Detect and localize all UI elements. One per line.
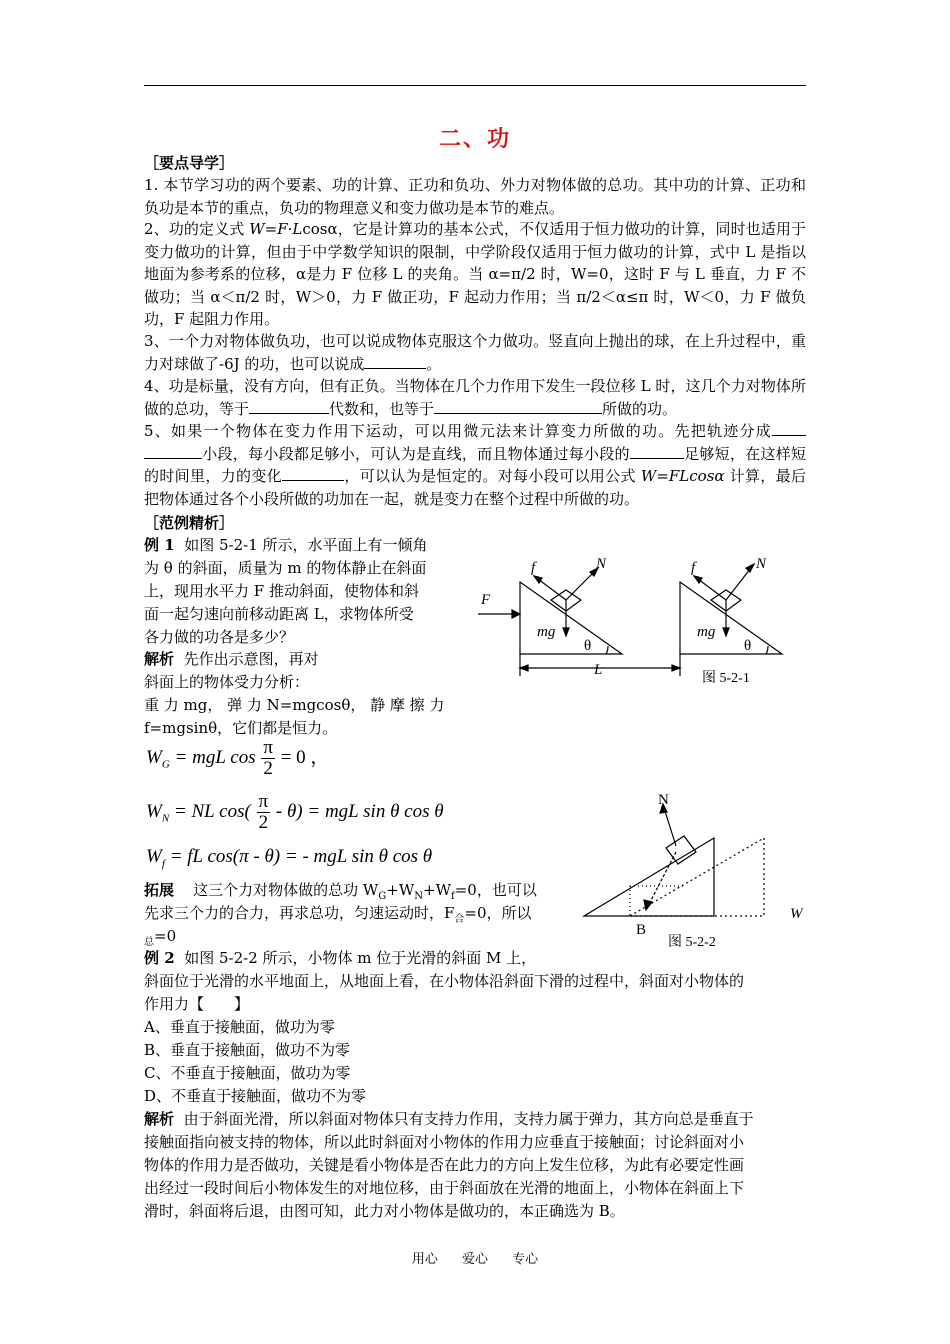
option-b[interactable]: B、垂直于接触面，做功不为零 xyxy=(144,1041,351,1059)
block xyxy=(666,836,696,864)
extension-line-2: 先求三个力的合力，再求总功，匀速运动时，$F_合=0$，所以 xyxy=(144,904,532,925)
figure-5-2-2 xyxy=(580,788,810,952)
equation-work-gravity: $W_G$ = mgL cos $\frac{\pi}{2}$ = 0 ， xyxy=(146,737,330,779)
paragraph-4: 4、功是标量，没有方向，但有正负。当物体在几个力作用下发生一段位移 L 时，这几个力对物体所做的总功，等于 代数和，也等于 所做的功。 xyxy=(144,377,806,418)
label-n: N xyxy=(658,792,669,808)
header-rule xyxy=(144,85,806,86)
extension-line-1: 拓展 这三个力对物体做的总功 $W_G+W_N+W_f=0$，也可以 xyxy=(144,881,537,902)
label-n-right: N xyxy=(756,556,767,572)
option-c[interactable]: C、不垂直于接触面，做功为零 xyxy=(144,1064,351,1082)
label-theta-right: θ xyxy=(744,638,752,654)
label-n-left: N xyxy=(596,556,607,572)
analysis2-line-4: 出经过一段时间后小物体发生的对地位移，由于斜面放在光滑的地面上，小物体在斜面上下 xyxy=(144,1179,745,1197)
paragraph-2: 2、功的定义式 W=F·Lcosα，它是计算功的基本公式，不仅适用于恒力做功的计算，同时也适用于变力做功的计算，但由于中学数学知识的限制，中学阶段仅适用于恒力做功的计算，式中 L 是指以地面为参考系的位移，α是力 F 位移 L 的夹角。当 α=π/2 时，W=0，这时 F 与 L 垂直，力 F 不做功；当 α＜π/2 时，W＞0，力 F 做正功，F 起动力作用；当 π/2＜α≤π 时，W＜0，力 F 做负功，F 起阻力作用。 xyxy=(144,220,807,328)
example1-line-1: 例 1 如图 5-2-1 所示，水平面上有一倾角 xyxy=(144,536,428,554)
label-w: W xyxy=(790,906,803,922)
label-mg-right: mg xyxy=(697,624,716,640)
blank-4-2[interactable] xyxy=(434,398,602,414)
label-l: L xyxy=(594,662,603,678)
option-d[interactable]: D、不垂直于接触面，做功不为零 xyxy=(144,1087,367,1105)
figure-5-2-2-caption: 图 5-2-2 xyxy=(668,935,716,950)
section-header-examples: ［范例精析］ xyxy=(144,514,235,532)
analysis1-line-1: 解析 先作出示意图，再对 xyxy=(144,650,319,668)
label-f-right: f xyxy=(691,560,696,576)
figure-5-2-1 xyxy=(470,550,800,690)
paragraph-3: 3、一个力对物体做负功，也可以说成物体克服这个力做功。竖直向上抛出的球，在上升过程中，重力对球做了-6J 的功，也可以说成 。 xyxy=(144,332,806,373)
analysis2-line-5: 滑时，斜面将后退，由图可知，此力对小物体是做功的，本正确选为 B。 xyxy=(144,1202,625,1220)
example1-line-3: 上，现用水平力 F 推动斜面，使物体和斜 xyxy=(144,582,419,600)
label-b: B xyxy=(636,922,647,938)
label-f-left: f xyxy=(531,560,536,576)
analysis1-line-2: 斜面上的物体受力分析： xyxy=(144,673,310,691)
example2-line-2: 斜面位于光滑的水平地面上，从地面上看，在小物体沿斜面下滑的过程中，斜面对小物体的 xyxy=(144,972,745,990)
page-title: 二、功 xyxy=(438,126,511,152)
paragraph-1: 1. 本节学习功的两个要素、功的计算、正功和负功、外力对物体做的总功。其中功的计算、正功和负功是本节的重点，负功的物理意义和变力做功是本节的难点。 xyxy=(144,176,806,217)
analysis2-line-1: 解析 由于斜面光滑，所以斜面对物体只有支持力作用，支持力属于弹力，其方向总是垂直于 xyxy=(144,1110,754,1128)
example2-line-3: 作用力【 】 xyxy=(144,995,250,1013)
label-mg-left: mg xyxy=(537,624,556,640)
equation-work-normal: $W_N$ = NL cos( $\frac{\pi}{2}$ - θ) = mgL sin θ cos θ xyxy=(146,791,444,833)
blank-5-1b[interactable] xyxy=(144,443,202,459)
paragraph-5: 5、如果一个物体在变力作用下运动，可以用微元法来计算变力所做的功。先把轨迹分成小段，每小段都足够小，可认为是直线，而且物体通过每小段的 足够短，在这样短的时间里，力的变化 ，可以认为是恒定的。对每小段可以用公式 W=FLcosα 计算，最后把物体通过各个小段所做的功加在一起，就是变力在整个过程中所做的功。 xyxy=(144,422,806,508)
analysis2-line-3: 物体的作用力是否做功，关键是看小物体是否在此力的方向上发生位移，为此有必要定性画 xyxy=(144,1156,745,1174)
equation-work-friction: $W_f$ = fL cos(π - θ) = - mgL sin θ cos θ xyxy=(146,846,433,870)
extension-line-3: $_总$=0 xyxy=(144,927,177,948)
page-footer: 用心 爱心 专心 xyxy=(411,1252,539,1267)
blank-5-1a[interactable] xyxy=(772,420,806,436)
example2-line-1: 例 2 如图 5-2-2 所示，小物体 m 位于光滑的斜面 M 上， xyxy=(144,949,537,967)
option-a[interactable]: A、垂直于接触面，做功为零 xyxy=(144,1018,335,1036)
analysis1-line-3: 重 力 mg， 弹 力 N=mgcosθ， 静 摩 擦 力 xyxy=(144,696,445,714)
example1-line-4: 面一起匀速向前移动距离 L，求物体所受 xyxy=(144,605,414,623)
blank-3-1[interactable] xyxy=(364,353,426,369)
example1-line-2: 为 θ 的斜面，质量为 m 的物体静止在斜面 xyxy=(144,559,427,577)
blank-5-3[interactable] xyxy=(282,465,344,481)
figure-5-2-1-caption: 图 5-2-1 xyxy=(702,671,750,686)
label-theta-left: θ xyxy=(584,638,592,654)
example1-line-5: 各力做的功各是多少？ xyxy=(144,628,295,646)
section-header-key-points: ［要点导学］ xyxy=(144,154,235,172)
blank-5-2[interactable] xyxy=(630,443,684,459)
blank-4-1[interactable] xyxy=(249,398,329,414)
arrow-normal xyxy=(664,808,676,846)
analysis1-line-4: f=mgsinθ，它们都是恒力。 xyxy=(144,719,338,737)
analysis2-line-2: 接触面指向被支持的物体，所以此时斜面对小物体的作用力应垂直于接触面；讨论斜面对小 xyxy=(144,1133,745,1151)
label-force-f: F xyxy=(481,592,491,608)
